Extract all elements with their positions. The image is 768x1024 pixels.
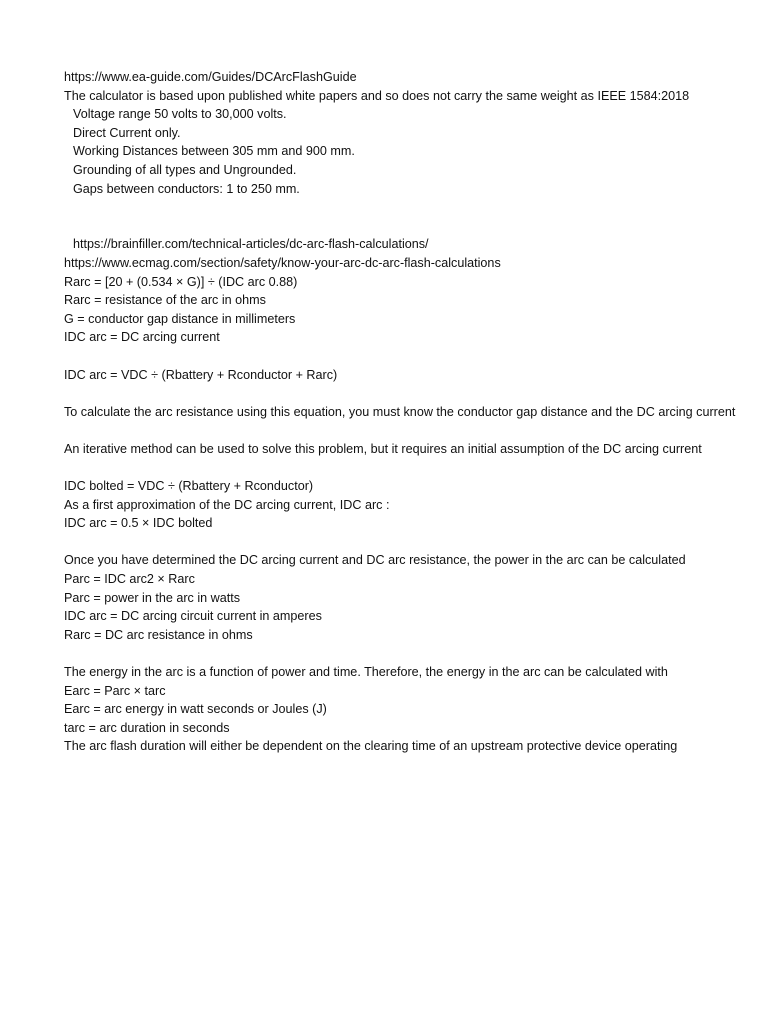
text-line: Rarc = DC arc resistance in ohms — [64, 627, 253, 642]
text-line: IDC arc = DC arcing current — [64, 330, 220, 345]
text-line: https://www.ecmag.com/section/safety/know-your-arc-dc-arc-flash-calculations — [64, 255, 501, 270]
text-line: https://brainfiller.com/technical-articles/dc-arc-flash-calculations/ — [73, 237, 429, 252]
text-line: Gaps between conductors: 1 to 250 mm. — [73, 181, 300, 196]
text-line: Direct Current only. — [73, 125, 181, 140]
text-line: Voltage range 50 volts to 30,000 volts. — [73, 107, 287, 122]
text-line: The energy in the arc is a function of power and time. Therefore, the energy in the arc can be calculated with — [64, 665, 668, 679]
blank-line — [64, 384, 668, 403]
text-line: As a first approximation of the DC arcing current, IDC arc : — [64, 497, 390, 512]
text-line: IDC arc = VDC ÷ (Rbattery + Rconductor + Rarc) — [64, 367, 338, 382]
text-line: To calculate the arc resistance using this equation, you must know the conductor gap distance and the DC arcing current — [64, 404, 736, 419]
text-line: An iterative method can be used to solve this problem, but it requires an initial assumption of the DC arcing current — [64, 441, 702, 456]
text-line: https://www.ea-guide.com/Guides/DCArcFlashGuide — [64, 70, 357, 84]
blank-line — [64, 458, 668, 477]
text-line: Once you have determined the DC arcing current and DC arc resistance, the power in the arc can be calculated — [64, 553, 686, 568]
blank-line — [64, 347, 668, 366]
blank-line — [64, 421, 668, 440]
text-line: IDC arc = 0.5 × IDC bolted — [64, 516, 213, 531]
text-line: IDC arc = DC arcing circuit current in amperes — [64, 609, 322, 624]
blank-line — [64, 198, 668, 217]
text-line: The arc flash duration will either be dependent on the clearing time of an upstream protective device operating — [64, 739, 678, 754]
blank-line — [64, 644, 668, 663]
text-line: Rarc = [20 + (0.534 × G)] ÷ (IDC arc 0.88) — [64, 274, 298, 289]
text-line: G = conductor gap distance in millimeters — [64, 311, 296, 326]
blank-line — [64, 533, 668, 552]
text-line: Earc = Parc × tarc — [64, 683, 166, 698]
text-line: Parc = IDC arc2 × Rarc — [64, 572, 195, 587]
blank-line — [64, 217, 668, 236]
text-line: Grounding of all types and Ungrounded. — [73, 162, 297, 177]
text-line: IDC bolted = VDC ÷ (Rbattery + Rconductor) — [64, 479, 314, 494]
document-body — [64, 68, 736, 756]
text-line: Earc = arc energy in watt seconds or Joules (J) — [64, 702, 327, 717]
text-line: Working Distances between 305 mm and 900 mm. — [73, 144, 355, 159]
text-line: The calculator is based upon published white papers and so does not carry the same weight as IEEE 1584:2018 — [64, 88, 690, 103]
text-line: tarc = arc duration in seconds — [64, 720, 230, 735]
text-line: Parc = power in the arc in watts — [64, 590, 241, 605]
text-line: Rarc = resistance of the arc in ohms — [64, 293, 266, 308]
